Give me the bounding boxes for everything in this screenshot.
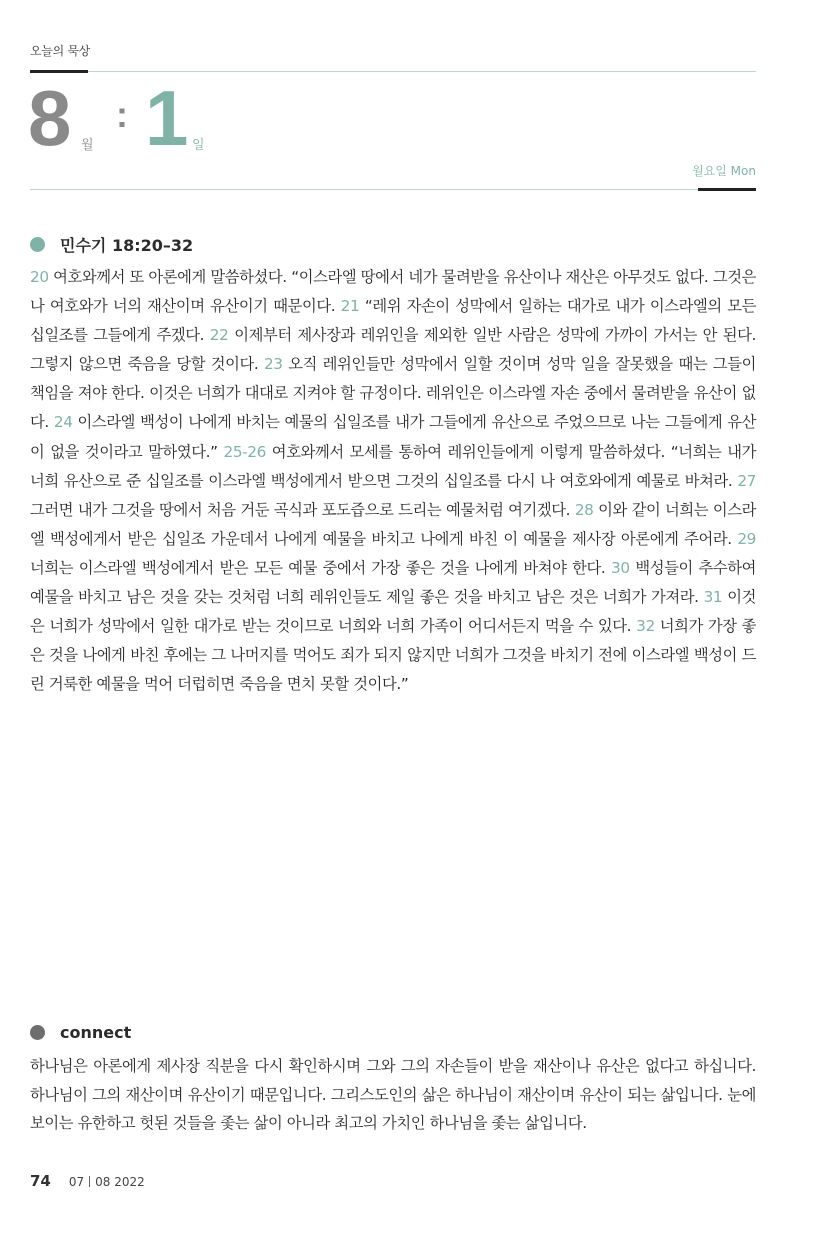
verse-text: 이것은 너희가 성막에서 일한 대가로 받는 것이므로 너희와 너희 가족이 어디서든지 먹을 수 있다. [30,588,756,636]
date-separator: : [116,94,128,135]
issue-date: 08 2022 [95,1175,145,1189]
verse-number: 20 [30,268,49,286]
date-rule-accent [698,188,756,191]
verse-number: 24 [53,413,73,432]
connect-title: connect [60,1022,132,1042]
verse-number: 30 [611,558,630,577]
verse-text: 이와 같이 너희는 이스라엘 백성에게서 받은 십일조 가운데서 나에게 예물을 바치고 나에게 바친 이 예물을 제사장 아론에게 주어라. [30,500,756,548]
verse-text: 여호와께서 모세를 통하여 레위인들에게 이렇게 말씀하셨다. “너희는 내가 너희 유산으로 준 십일조를 이스라엘 백성에게서 받으면 그것의 십일조를 다시 나 여호와에게 예물로 바쳐라. [30,442,757,490]
verse-text: 여호와께서 또 아론에게 말씀하셨다. “이스라엘 땅에서 네가 물려받을 유산이나 재산은 아무것도 없다. 그것은 나 여호와가 너의 재산이며 유산이기 때문이다. [30,268,756,316]
scripture-heading [30,234,193,254]
scripture-reference: 민수기 18:20–32 [60,235,194,255]
connect-heading [30,1022,131,1042]
verse-text: 너희는 이스라엘 백성에게서 받은 모든 예물 중에서 가장 좋은 것을 나에게 바쳐야 한다. [30,558,612,577]
verse-number: 28 [574,500,594,519]
verse-text: 이스라엘 백성이 나에게 바치는 예물의 십일조를 내가 그들에게 유산으로 주었으므로 나는 그들에게 유산이 없을 것이라고 말하였다.” [30,413,756,461]
verse-number: 23 [263,355,283,374]
verse-text: 오직 레위인들만 성막에서 일할 것이며 성막 일을 잘못했을 때는 그들이 책임을 져야 한다. 이것은 너희가 대대로 지켜야 할 규정이다. 레위인은 이스라엘 자손 중에서 물려받을 유산이 없다. [30,355,756,432]
connect-text: 하나님은 아론에게 제사장 직분을 다시 확인하시며 그와 그의 자손들이 받을 재산이나 유산은 없다고 하십니다. 하나님이 그의 재산이며 유산이기 때문입니다. 그리스도인의 삶은 하나님이 재산이며 유산이 되는 삶입니다. 눈에 보이는 유한하고 헛된 것들을 좇는 삶이 아니라 최고의 가치인 하나님을 좇는 삶입니다. [30,1057,756,1132]
verse-text: “레위 자손이 성막에서 일하는 대가로 내가 이스라엘의 모든 십일조를 그들에게 주겠다. [30,297,756,345]
day-unit: 일 [192,138,205,153]
month-unit: 월 [81,138,94,153]
verse-number: 21 [340,297,360,316]
issue-info [69,1175,145,1189]
date-rule [30,189,756,190]
page-footer [30,1172,145,1190]
header-rule-accent [30,70,88,73]
bullet-dot-icon [30,237,45,252]
scripture-passage [30,263,756,699]
verse-number: 27 [737,471,756,490]
month-number: 8 [28,74,72,162]
verse-text: 그러면 내가 그것을 땅에서 처음 거둔 곡식과 포도즙으로 드리는 예물처럼 여기겠다. [30,500,575,519]
issue-divider [89,1176,90,1187]
page-number: 74 [30,1172,51,1190]
verse-text: 너희가 가장 좋은 것을 나에게 바친 후에는 그 나머지를 먹어도 죄가 되지 않지만 너희가 그것을 바치기 전에 이스라엘 백성이 드린 거룩한 예물을 먹어 더럽히면 죽음을 면치 못할 것이다.” [30,617,756,694]
day-number: 1 [145,74,189,162]
verse-number: 29 [737,529,756,548]
issue-month: 07 [68,1175,85,1189]
weekday-label: 월요일 Mon [692,164,756,178]
verse-number: 25-26 [223,442,266,461]
verse-number: 22 [209,326,229,345]
verse-number: 32 [636,617,655,636]
section-label: 오늘의 묵상 [30,44,90,58]
verse-number: 31 [703,588,723,607]
verse-text: 이제부터 제사장과 레위인을 제외한 일반 사람은 성막에 가까이 가서는 안 된다. 그렇지 않으면 죽음을 당할 것이다. [30,326,756,374]
header-rule [30,71,756,72]
bullet-dot-icon [30,1025,45,1040]
date-display [28,74,328,162]
verse-text: 백성들이 추수하여 예물을 바치고 남은 것을 갖는 것처럼 너희 레위인들도 제일 좋은 것을 바치고 남은 것은 너희가 가져라. [30,558,756,607]
